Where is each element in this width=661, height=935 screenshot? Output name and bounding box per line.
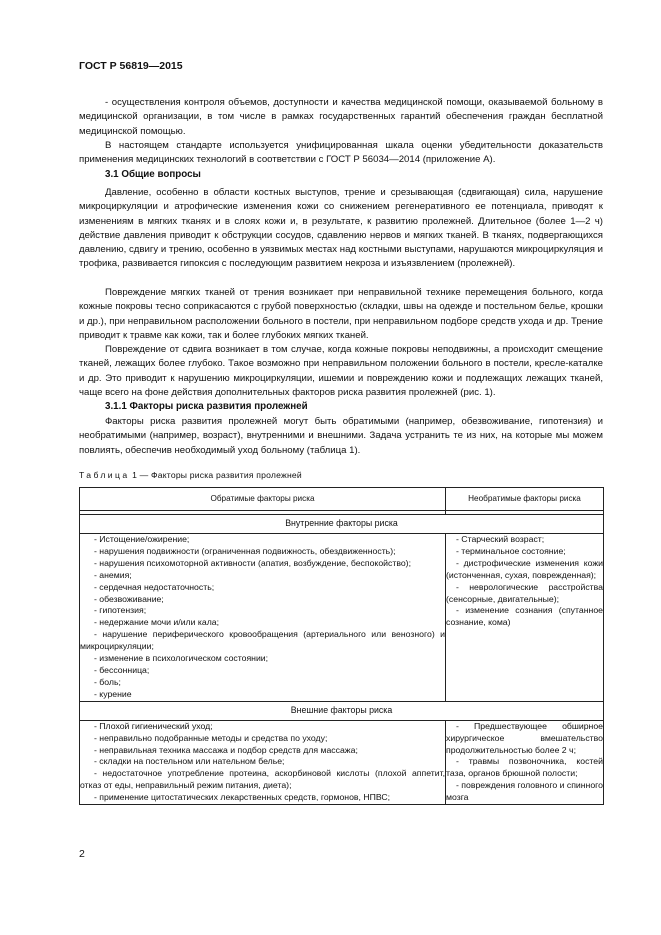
table-caption-label: Таблица — [79, 470, 130, 480]
column-header-irreversible: Необратимые факторы риска — [446, 488, 604, 511]
internal-reversible-cell — [80, 534, 446, 702]
list-item: - дистрофические изменения кожи (истонченная, сухая, поврежденная); — [446, 557, 603, 580]
column-header-reversible: Обратимые факторы риска — [80, 488, 446, 511]
list-item: - бессонница; — [94, 664, 150, 675]
paragraph-risk-factors: Факторы риска развития пролежней могут быть обратимыми (например, обезвоживание, гипотензия) и необратимыми (например, возраст), внутренними и внешними. Задача устранить те из них, на которые мы можем повлиять, обеспечив необходимый уход больному (таблица 1). — [79, 416, 603, 456]
table-row-internal — [80, 534, 604, 702]
list-item: - травмы позвоночника, костей таза, органов брюшной полости; — [446, 756, 603, 779]
list-item: - Старческий возраст; — [456, 534, 545, 544]
list-item: - изменение сознания (спутанное сознание, кома) — [446, 605, 603, 628]
list-item: - нарушения подвижности (ограниченная подвижность, обездвиженность); — [94, 545, 396, 556]
page-number: 2 — [79, 848, 85, 860]
group-label-external: Внешние факторы риска — [80, 701, 604, 720]
internal-irreversible-cell — [446, 534, 604, 702]
group-row-internal — [80, 515, 604, 534]
section-heading-3-1-1: 3.1.1 Факторы риска развития пролежней — [105, 401, 308, 412]
table-caption — [79, 470, 302, 480]
document-header: ГОСТ Р 56819—2015 — [79, 60, 183, 72]
list-item: - повреждения головного и спинного мозга — [446, 780, 603, 803]
list-item: - обезвоживание; — [94, 593, 164, 604]
external-reversible-cell — [80, 720, 446, 804]
paragraph-pressure: Давление, особенно в области костных выступов, трение и срезывающая (сдвигающая) сила, нарушение микроциркуляции и атрофические изменения кожи со снижением регенеративного ее потенциала, приводят к изменениям в мягких тканях и в слоях кожи и, в результате, к развитию пролежней. Длительное (более 1—2 ч) действие давления приводит к обструкции сосудов, сдавлению нервов и мягких тканей. В тканях, подвергающихся давлению, сдвигу и трению, особенно в уязвимых местах над костными выступами, нарушаются микроциркуляция и трофика, развивается гипоксия с последующим развитием некроза и изъязвлением (пролежней). — [79, 187, 603, 270]
list-item: - курение — [94, 688, 132, 699]
list-item: - складки на постельном или нательном белье; — [94, 756, 285, 767]
external-irreversible-cell — [446, 720, 604, 804]
list-item: - применение цитостатических лекарственных средств, гормонов, НПВС; — [94, 792, 391, 803]
list-item: - нарушения психомоторной активности (апатия, возбуждение, беспокойство); — [94, 557, 411, 568]
list-item: - неврологические расстройства (сенсорные, двигательные); — [446, 581, 603, 604]
group-row-external — [80, 701, 604, 720]
list-item: - Предшествующее обширное хирургическое вмешательство продолжительностью более 2 ч; — [446, 720, 603, 755]
paragraph-monitoring: - осуществления контроля объемов, доступности и качества медицинской помощи, оказываемой больному в медицинской организации, в том числе в рамках государственных гарантий обеспечения граждан бесплатной медицинской помощью. — [79, 97, 603, 137]
list-item: - недержание мочи и/или кала; — [94, 617, 220, 628]
list-item: - неправильная техника массажа и подбор средств для массажа; — [94, 744, 358, 755]
list-item: - неправильно подобранные методы и средства по уходу; — [94, 732, 328, 743]
list-item: - Истощение/ожирение; — [94, 534, 190, 544]
group-label-internal: Внутренние факторы риска — [80, 515, 604, 534]
list-item: - недостаточное употребление протеина, аскорбиновой кислоты (плохой аппетит, отказ от еды, неправильный режим питания, диета); — [80, 768, 445, 791]
paragraph-shear: Повреждение от сдвига возникает в том случае, когда кожные покровы неподвижны, а происходит смещение тканей, лежащих более глубоко. Такое возможно при неправильном положении больного в постели, кресле-каталке и др. Это приводит к нарушению микроциркуляции, ишемии и повреждению кожи и подлежащих лежащих тканей, чаще всего на фоне действия дополнительных факторов риска развития пролежней (рис. 1). — [79, 344, 603, 398]
risk-factors-table — [79, 487, 604, 805]
list-item: - гипотензия; — [94, 605, 147, 616]
list-item: - Плохой гигиенический уход; — [94, 720, 213, 731]
paragraph-friction: Повреждение мягких тканей от трения возникает при неправильной технике перемещения больного, когда кожные покровы тесно соприкасаются с грубой поверхностью (складки, швы на одежде и постельном белье, крошки и др.), при неправильном расположении больного в постели, при неправильном подборе средств ухода и др. Трение приводит к травме как кожи, так и более глубоких мягких тканей. — [79, 287, 603, 341]
list-item: - анемия; — [94, 569, 132, 580]
list-item: - нарушение периферического кровообращения (артериального или венозного) и микроциркуляции; — [80, 629, 445, 652]
list-item: - терминальное состояние; — [456, 545, 566, 556]
list-item: - боль; — [94, 676, 121, 687]
list-item: - сердечная недостаточность; — [94, 581, 215, 592]
list-item: - изменение в психологическом состоянии; — [94, 653, 269, 664]
table-row-external — [80, 720, 604, 804]
table-caption-text: 1 — Факторы риска развития пролежней — [132, 470, 302, 480]
paragraph-evidence-scale: В настоящем стандарте используется унифицированная шкала оценки убедительности доказательств применения медицинских технологий в соответствии с ГОСТ Р 56034—2014 (приложение А). — [79, 140, 603, 166]
table-header-row — [80, 488, 604, 511]
section-heading-3-1: 3.1 Общие вопросы — [105, 169, 201, 180]
